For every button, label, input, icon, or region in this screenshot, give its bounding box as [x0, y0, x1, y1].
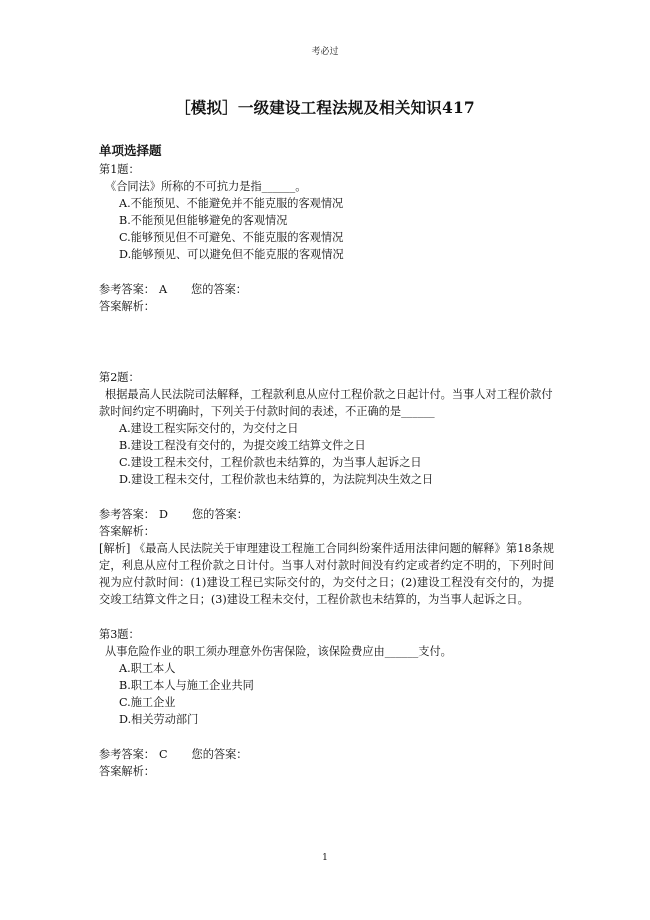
analysis-label: 答案解析： — [99, 300, 155, 313]
document-body — [99, 142, 554, 780]
answer-line — [99, 281, 554, 298]
question-number: 第3题： — [99, 628, 140, 641]
question-number: 第1题： — [99, 163, 140, 176]
option-a: A.职工本人 — [119, 662, 176, 675]
reference-answer-value: D — [158, 508, 168, 521]
option-b: B.职工本人与施工企业共同 — [119, 679, 254, 692]
question-number: 第2题： — [99, 371, 140, 384]
question-stem: 从事危险作业的职工须办理意外伤害保险，该保险费应由______支付。 — [105, 645, 452, 658]
page-number: 1 — [322, 853, 328, 863]
reference-answer-value: A — [158, 283, 168, 296]
analysis-label: 答案解析： — [99, 765, 155, 778]
page-header: 考必过 — [311, 47, 339, 57]
option-b: B.不能预见但能够避免的客观情况 — [119, 214, 288, 227]
option-d: D.能够预见、可以避免但不能克服的客观情况 — [119, 248, 344, 261]
your-answer-label: 您的答案： — [191, 508, 248, 521]
reference-answer-label: 参考答案： — [99, 283, 155, 296]
option-a: A.建设工程实际交付的，为交付之日 — [119, 422, 299, 435]
reference-answer-label: 参考答案： — [99, 508, 155, 521]
analysis-label: 答案解析： — [99, 525, 155, 538]
question-stem: 根据最高人民法院司法解释，工程款利息从应付工程价款之日起计付。当事人对工程价款付款时间约定不明确时，下列关于付款时间的表述，不正确的是______ — [99, 388, 553, 418]
option-d: D.相关劳动部门 — [119, 713, 199, 726]
question-stem: 《合同法》所称的不可抗力是指______。 — [105, 180, 307, 193]
section-heading: 单项选择题 — [99, 143, 162, 158]
option-c: C.施工企业 — [119, 696, 176, 709]
page-title: ［模拟］一级建设工程法规及相关知识417 — [175, 98, 475, 117]
option-b: B.建设工程没有交付的，为提交竣工结算文件之日 — [119, 439, 366, 452]
reference-answer-label: 参考答案： — [99, 748, 155, 761]
option-c: C.能够预见但不可避免、不能克服的客观情况 — [119, 231, 344, 244]
your-answer-label: 您的答案： — [191, 748, 248, 761]
option-a: A.不能预见、不能避免并不能克服的客观情况 — [119, 197, 344, 210]
answer-line — [99, 506, 554, 523]
answer-line — [99, 746, 554, 763]
option-d: D.建设工程未交付，工程价款也未结算的，为法院判决生效之日 — [119, 473, 434, 486]
option-c: C.建设工程未交付，工程价款也未结算的，为当事人起诉之日 — [119, 456, 422, 469]
question-1 — [99, 161, 554, 315]
question-3 — [99, 626, 554, 780]
question-2 — [99, 369, 554, 608]
your-answer-label: 您的答案： — [191, 283, 247, 296]
analysis-text: [解析] 《最高人民法院关于审理建设工程施工合同纠纷案件适用法律问题的解释》第18条规定，利息从应付工程价款之日计付。当事人对付款时间没有约定或者约定不明的，下列时间视为应付款时间：(1)建设工程已实际交付的，为交付之日；(2)建设工程没有交付的，为提交竣工结算文件之日；(3)建设工程未交付，工程价款也未结算的，为当事人起诉之日。 — [99, 542, 554, 606]
reference-answer-value: C — [158, 748, 168, 761]
